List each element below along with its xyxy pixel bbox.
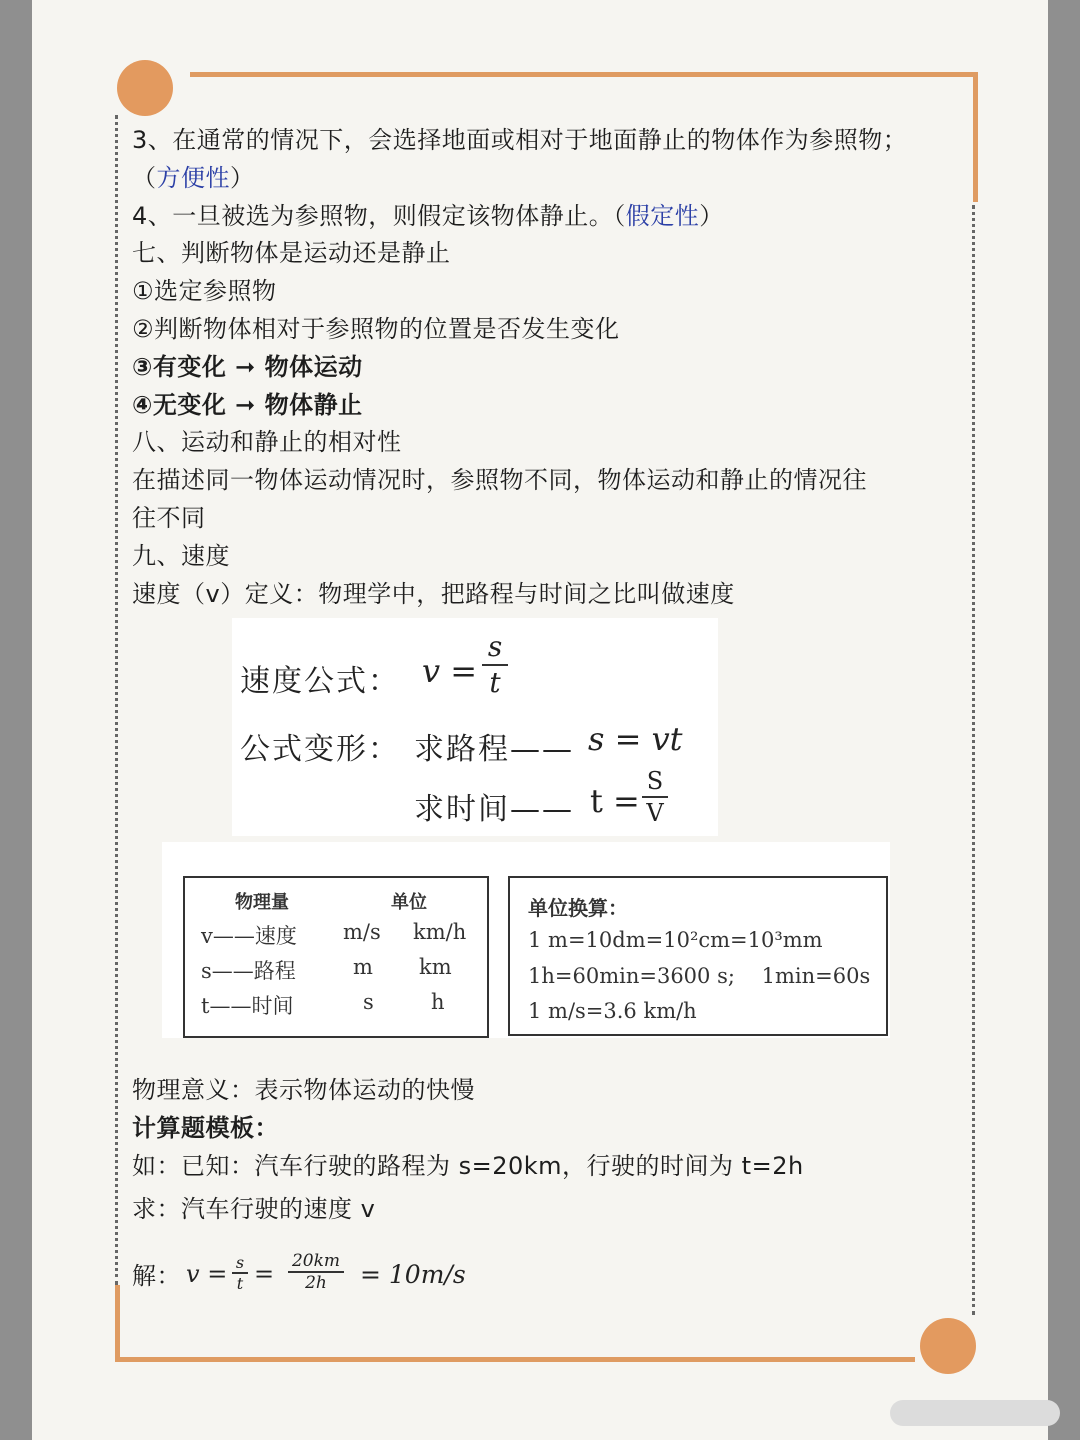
paren-open: （ [132, 163, 157, 192]
after-content [132, 1072, 972, 1229]
note-line-4-text: 4、一旦被选为参照物，则假定该物体静止。 [132, 201, 614, 230]
units-table-cell: t——时间 [201, 994, 294, 1018]
step-2: ②判断物体相对于参照物的位置是否发生变化 [132, 314, 620, 343]
units-table-cell: s [363, 990, 374, 1014]
relativity-text-1: 在描述同一物体运动情况时，参照物不同，物体运动和静止的情况往 [132, 466, 867, 495]
speed-denominator: t [489, 666, 501, 699]
step-1: ①选定参照物 [132, 277, 277, 306]
units-table-cell: v——速度 [201, 924, 297, 948]
distance-formula: s = vt [588, 720, 683, 758]
conversion-line: 1 m=10dm=10²cm=10³mm [528, 928, 823, 952]
units-table-cell: m [353, 955, 373, 979]
heading-9: 九、速度 [132, 541, 230, 570]
frame-left-dotted-line [115, 115, 118, 1285]
time-numerator: S [646, 767, 664, 795]
unit-conversion-box [508, 876, 888, 1036]
time-fraction [642, 768, 668, 826]
speed-formula-image [232, 618, 718, 836]
transform-label: 公式变形： [240, 732, 400, 767]
template-heading: 计算题模板： [132, 1113, 279, 1142]
note-line-4 [132, 198, 972, 236]
heading-7: 七、判断物体是运动还是静止 [132, 239, 451, 268]
conversion-title: 单位换算： [528, 896, 628, 920]
example-given: 如：已知：汽车行驶的路程为 s=20km，行驶的时间为 t=2h [132, 1151, 804, 1180]
frame-right-dotted-line [972, 205, 975, 1315]
tag-assumption: 假定性 [625, 201, 700, 230]
orange-dot-top-left [117, 60, 173, 116]
solution-result: = 10m/s [360, 1260, 466, 1289]
solution-equals: = [254, 1260, 275, 1288]
time-denominator: V [646, 799, 664, 827]
step-4: ④无变化 ➞ 物体静止 [132, 390, 363, 419]
frame-top-line [190, 72, 978, 77]
solution-f2-num: 20km [291, 1251, 341, 1271]
frame-right-line [973, 72, 978, 202]
distance-label: 求路程—— [414, 732, 574, 767]
speed-definition: 速度（v）定义：物理学中，把路程与时间之比叫做速度 [132, 579, 735, 608]
note-line-3: 3、在通常的情况下，会选择地面或相对于地面静止的物体作为参照物； [132, 126, 908, 154]
time-label: 求时间—— [414, 792, 574, 827]
notes-content [132, 122, 972, 613]
relativity-text-2: 往不同 [132, 503, 206, 532]
units-table-header-unit: 单位 [391, 892, 427, 913]
fraction-bar [642, 796, 668, 798]
units-table-header-quantity: 物理量 [235, 892, 289, 913]
example-find: 求：汽车行驶的速度 v [132, 1195, 376, 1224]
solution-fraction-2 [288, 1251, 344, 1293]
heading-8: 八、运动和静止的相对性 [132, 428, 402, 457]
physical-meaning: 物理意义：表示物体运动的快慢 [132, 1076, 475, 1104]
solution-f2-den: 2h [305, 1272, 327, 1293]
paren-close: ） [699, 201, 724, 230]
solution-fraction-1 [232, 1253, 248, 1293]
solution-f1-den: t [236, 1273, 244, 1293]
step-3: ③有变化 ➞ 物体运动 [132, 352, 363, 381]
speed-formula-lhs: v = [422, 652, 478, 690]
time-formula-lhs: t = [590, 782, 640, 820]
units-table-cell: km [419, 955, 452, 979]
speed-numerator: s [487, 630, 503, 663]
units-table [183, 876, 489, 1038]
units-table-cell: s——路程 [201, 959, 296, 983]
units-table-cell: km/h [413, 920, 467, 944]
speed-formula-label: 速度公式： [240, 664, 400, 699]
units-table-cell: m/s [343, 920, 381, 944]
tag-convenience: 方便性 [156, 163, 230, 192]
frame-left-bottom-line [115, 1285, 120, 1362]
conversion-line: 1h=60min=3600 s; 1min=60s [528, 964, 871, 988]
solution-label: 解： [132, 1262, 181, 1290]
conversion-line: 1 m/s=3.6 km/h [528, 999, 697, 1023]
frame-bottom-line [115, 1357, 915, 1362]
solution-lhs: v = [186, 1260, 228, 1288]
units-table-cell: h [431, 990, 445, 1014]
paren-open: （ [613, 201, 626, 230]
orange-dot-bottom-right [920, 1318, 976, 1374]
paren-close: ） [230, 163, 255, 192]
speed-fraction [482, 632, 508, 698]
solution-f1-num: s [235, 1253, 245, 1272]
units-tables-image [162, 842, 890, 1038]
note-line-3-tag [132, 160, 972, 198]
watermark [890, 1400, 1060, 1426]
